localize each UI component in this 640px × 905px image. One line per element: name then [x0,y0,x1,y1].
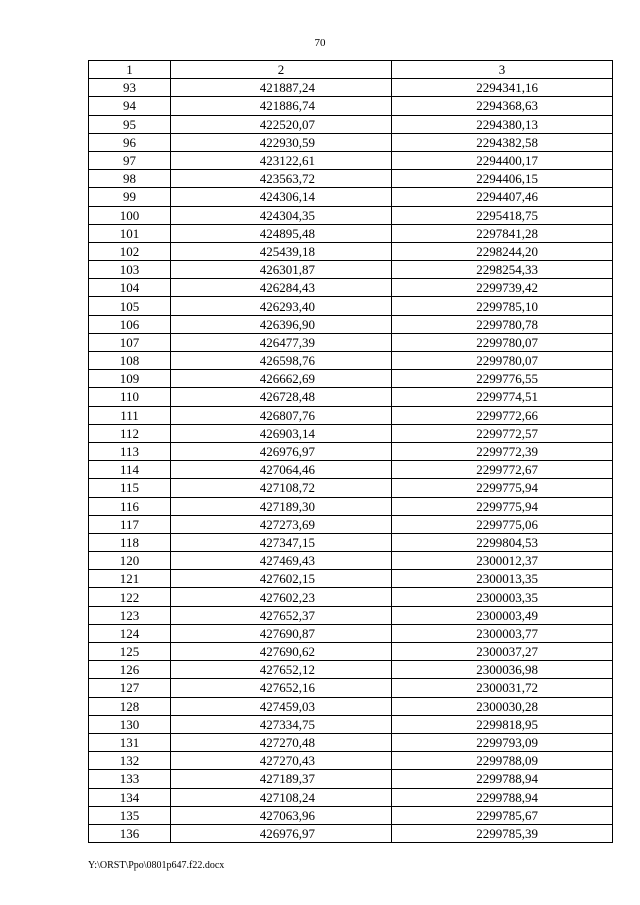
y-coordinate-cell: 2300012,37 [392,552,613,570]
table-row [89,206,613,224]
table-row [89,643,613,661]
point-number-cell: 121 [89,570,171,588]
y-coordinate-cell: 2299780,78 [392,315,613,333]
x-coordinate-cell: 427459,03 [171,697,392,715]
y-coordinate-cell: 2299788,94 [392,788,613,806]
table-row [89,333,613,351]
column-header-y: 3 [392,61,613,79]
y-coordinate-cell: 2298254,33 [392,261,613,279]
x-coordinate-cell: 427469,43 [171,552,392,570]
y-coordinate-cell: 2299776,55 [392,370,613,388]
point-number-cell: 120 [89,552,171,570]
x-coordinate-cell: 423563,72 [171,170,392,188]
y-coordinate-cell: 2299785,67 [392,806,613,824]
point-number-cell: 130 [89,715,171,733]
x-coordinate-cell: 426728,48 [171,388,392,406]
point-number-cell: 101 [89,224,171,242]
table-row [89,188,613,206]
x-coordinate-cell: 427690,87 [171,624,392,642]
y-coordinate-cell: 2294382,58 [392,133,613,151]
y-coordinate-cell: 2294341,16 [392,79,613,97]
table-row [89,588,613,606]
y-coordinate-cell: 2294400,17 [392,151,613,169]
table-row [89,370,613,388]
table-row [89,661,613,679]
table-row [89,788,613,806]
x-coordinate-cell: 421887,24 [171,79,392,97]
y-coordinate-cell: 2294380,13 [392,115,613,133]
point-number-cell: 115 [89,479,171,497]
y-coordinate-cell: 2299785,39 [392,824,613,842]
x-coordinate-cell: 424304,35 [171,206,392,224]
x-coordinate-cell: 427334,75 [171,715,392,733]
point-number-cell: 109 [89,370,171,388]
x-coordinate-cell: 427108,72 [171,479,392,497]
point-number-cell: 112 [89,424,171,442]
point-number-cell: 97 [89,151,171,169]
x-coordinate-cell: 424306,14 [171,188,392,206]
y-coordinate-cell: 2297841,28 [392,224,613,242]
y-coordinate-cell: 2300030,28 [392,697,613,715]
table-row [89,715,613,733]
y-coordinate-cell: 2298244,20 [392,242,613,260]
x-coordinate-cell: 427108,24 [171,788,392,806]
table-row [89,824,613,842]
point-number-cell: 96 [89,133,171,151]
point-number-cell: 126 [89,661,171,679]
y-coordinate-cell: 2299774,51 [392,388,613,406]
y-coordinate-cell: 2299804,53 [392,533,613,551]
table-row [89,261,613,279]
x-coordinate-cell: 427602,23 [171,588,392,606]
y-coordinate-cell: 2299788,09 [392,752,613,770]
table-row [89,224,613,242]
point-number-cell: 133 [89,770,171,788]
x-coordinate-cell: 423122,61 [171,151,392,169]
column-header-x: 2 [171,61,392,79]
point-number-cell: 110 [89,388,171,406]
point-number-cell: 122 [89,588,171,606]
y-coordinate-cell: 2299772,57 [392,424,613,442]
point-number-cell: 105 [89,297,171,315]
table-row [89,624,613,642]
y-coordinate-cell: 2299788,94 [392,770,613,788]
point-number-cell: 100 [89,206,171,224]
point-number-cell: 93 [89,79,171,97]
x-coordinate-cell: 422930,59 [171,133,392,151]
x-coordinate-cell: 427652,16 [171,679,392,697]
y-coordinate-cell: 2300036,98 [392,661,613,679]
point-number-cell: 114 [89,461,171,479]
point-number-cell: 104 [89,279,171,297]
point-number-cell: 116 [89,497,171,515]
table-row [89,533,613,551]
x-coordinate-cell: 427652,12 [171,661,392,679]
point-number-cell: 118 [89,533,171,551]
y-coordinate-cell: 2299793,09 [392,733,613,751]
y-coordinate-cell: 2300031,72 [392,679,613,697]
y-coordinate-cell: 2299775,94 [392,497,613,515]
y-coordinate-cell: 2299780,07 [392,352,613,370]
point-number-cell: 125 [89,643,171,661]
table-row [89,497,613,515]
y-coordinate-cell: 2299772,67 [392,461,613,479]
x-coordinate-cell: 426284,43 [171,279,392,297]
coordinates-table [88,60,613,843]
x-coordinate-cell: 424895,48 [171,224,392,242]
x-coordinate-cell: 427064,46 [171,461,392,479]
table-row [89,279,613,297]
point-number-cell: 94 [89,97,171,115]
x-coordinate-cell: 422520,07 [171,115,392,133]
point-number-cell: 135 [89,806,171,824]
x-coordinate-cell: 427347,15 [171,533,392,551]
x-coordinate-cell: 426976,97 [171,442,392,460]
table-header-row [89,61,613,79]
point-number-cell: 98 [89,170,171,188]
table-row [89,388,613,406]
y-coordinate-cell: 2299780,07 [392,333,613,351]
table-row [89,679,613,697]
x-coordinate-cell: 427063,96 [171,806,392,824]
table-row [89,352,613,370]
y-coordinate-cell: 2294407,46 [392,188,613,206]
y-coordinate-cell: 2300003,49 [392,606,613,624]
x-coordinate-cell: 427602,15 [171,570,392,588]
table-row [89,151,613,169]
point-number-cell: 102 [89,242,171,260]
x-coordinate-cell: 426662,69 [171,370,392,388]
point-number-cell: 132 [89,752,171,770]
x-coordinate-cell: 426396,90 [171,315,392,333]
point-number-cell: 103 [89,261,171,279]
x-coordinate-cell: 426807,76 [171,406,392,424]
point-number-cell: 136 [89,824,171,842]
table-row [89,806,613,824]
point-number-cell: 123 [89,606,171,624]
table-row [89,570,613,588]
y-coordinate-cell: 2294368,63 [392,97,613,115]
point-number-cell: 113 [89,442,171,460]
page-number: 70 [314,37,326,49]
y-coordinate-cell: 2294406,15 [392,170,613,188]
y-coordinate-cell: 2299772,66 [392,406,613,424]
table-row [89,297,613,315]
x-coordinate-cell: 425439,18 [171,242,392,260]
table-row [89,461,613,479]
table-row [89,733,613,751]
point-number-cell: 106 [89,315,171,333]
x-coordinate-cell: 426301,87 [171,261,392,279]
y-coordinate-cell: 2299772,39 [392,442,613,460]
y-coordinate-cell: 2299775,06 [392,515,613,533]
table-row [89,442,613,460]
y-coordinate-cell: 2295418,75 [392,206,613,224]
y-coordinate-cell: 2300013,35 [392,570,613,588]
x-coordinate-cell: 427270,43 [171,752,392,770]
table-row [89,515,613,533]
y-coordinate-cell: 2300003,35 [392,588,613,606]
table-row [89,170,613,188]
table-row [89,79,613,97]
point-number-cell: 99 [89,188,171,206]
table-row [89,606,613,624]
table-body [89,79,613,843]
table-row [89,770,613,788]
y-coordinate-cell: 2299739,42 [392,279,613,297]
footer-file-path: Y:\ORST\Ppo\0801p647.f22.docx [88,860,225,871]
x-coordinate-cell: 427189,30 [171,497,392,515]
table-row [89,697,613,715]
table-row [89,479,613,497]
x-coordinate-cell: 426598,76 [171,352,392,370]
y-coordinate-cell: 2299775,94 [392,479,613,497]
table-row [89,315,613,333]
point-number-cell: 127 [89,679,171,697]
point-number-cell: 131 [89,733,171,751]
y-coordinate-cell: 2299818,95 [392,715,613,733]
x-coordinate-cell: 427189,37 [171,770,392,788]
table-row [89,97,613,115]
table-row [89,115,613,133]
point-number-cell: 134 [89,788,171,806]
point-number-cell: 108 [89,352,171,370]
y-coordinate-cell: 2300037,27 [392,643,613,661]
point-number-cell: 107 [89,333,171,351]
point-number-cell: 128 [89,697,171,715]
point-number-cell: 124 [89,624,171,642]
table-row [89,133,613,151]
table-row [89,242,613,260]
x-coordinate-cell: 427652,37 [171,606,392,624]
y-coordinate-cell: 2300003,77 [392,624,613,642]
x-coordinate-cell: 426477,39 [171,333,392,351]
column-header-number: 1 [89,61,171,79]
x-coordinate-cell: 421886,74 [171,97,392,115]
x-coordinate-cell: 426903,14 [171,424,392,442]
x-coordinate-cell: 426293,40 [171,297,392,315]
x-coordinate-cell: 427690,62 [171,643,392,661]
point-number-cell: 111 [89,406,171,424]
x-coordinate-cell: 427270,48 [171,733,392,751]
point-number-cell: 117 [89,515,171,533]
table-row [89,552,613,570]
y-coordinate-cell: 2299785,10 [392,297,613,315]
x-coordinate-cell: 426976,97 [171,824,392,842]
table-row [89,424,613,442]
point-number-cell: 95 [89,115,171,133]
table-row [89,752,613,770]
x-coordinate-cell: 427273,69 [171,515,392,533]
table-row [89,406,613,424]
